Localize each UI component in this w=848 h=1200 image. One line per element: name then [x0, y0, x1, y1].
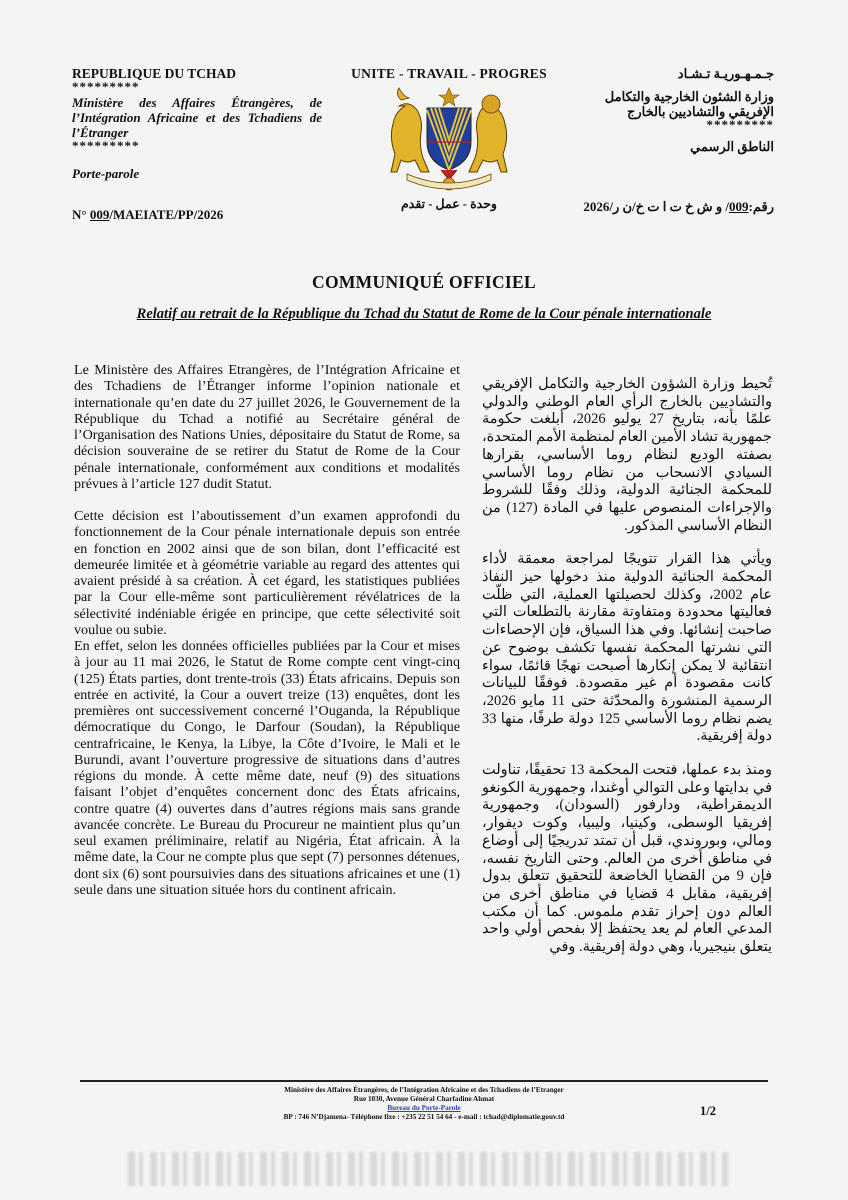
- header-stars: *********: [706, 117, 774, 132]
- body-paragraph-fr: En effet, selon les données officielles publiées par la Cour et mises à jour au 11 mai 2026, le Statut de Rome compte cent vingt-cinq (125) États parties, dont trente-trois (33) États africains. Depuis son entrée en activité, la Cour a ouvert treize (13) enquêtes, dont les premières ont successivement concerné l’Ouganda, la République démocratique du Congo, le Darfour (Soudan), la République centrafricaine, le Kenya, la Libye, la Côte d’Ivoire, le Mali et le Burundi, avant l’ouverture progressive de situations dans d’autres régions du monde. À cette même date, neuf (9) des situations faisant l’objet d’enquêtes concernent donc des États africains, contre quatre (4) ouvertes dans d’autres régions mais sans grande avancée concrète. Le Bureau du Procureur ne maintient plus qu’un seul examen préliminaire, relatif au Nigéria, État africain. À la même date, la Cour ne compte plus que sept (7) personnes détenues, dont six (6) sont poursuivies dans des situations africaines et une (1) seule dans une situation située hors du continent africain.: [74, 638, 460, 898]
- page-number: 1/2: [700, 1104, 716, 1118]
- reference-number-ar: رقم:009/ و ش خ ت ا ت خ/ن ر/2026: [583, 199, 774, 214]
- header-stars: *********: [72, 79, 140, 94]
- header-left-block: [72, 66, 322, 181]
- spokesperson-label-ar: الناطق الرسمي: [690, 139, 774, 154]
- footer-divider: [80, 1080, 768, 1082]
- republic-name-fr: REPUBLIQUE DU TCHAD: [72, 66, 237, 81]
- body-paragraph-ar: تُحيط وزارة الشؤون الخارجية والتكامل الإفريقي والتشاديين بالخارج الرأي العام الوطني والدولي علمًا بأنه، بتاريخ 27 يوليو 2026، أبلغت حكومة جمهورية تشاد الأمين العام لمنظمة الأمم المتحدة، بصفته الوديع لنظام روما الأساسي، بقرارها السيادي الانسحاب من نظام روما الأساسي للمحكمة الجنائية الدولية، وذلك وفقًا للشروط والإجراءات المنصوص عليها في المادة (127) من النظام الأساسي المذكور.: [482, 376, 773, 534]
- ministry-name-ar: وزارة الشئون الخارجية والتكامل الإفريقي والتشاديين بالخارج: [604, 89, 774, 119]
- scan-bleed-through: [128, 1152, 728, 1186]
- body-paragraph-ar: ويأتي هذا القرار تتويجًا لمراجعة معمقة لأداء المحكمة الجنائية الدولية منذ دخولها حيز النفاذ عام 2002، وكذلك لحصيلتها العملية، التي ظلّت فعاليتها محدودة ومتفاوتة مقارنة بالتطلعات التي صاحبت إنشائها. وفي هذا السياق، فإن الإحصاءات التي نشرتها المحكمة نفسها تكشف بوضوح عن انتقائية لا يمكن إنكارها أصبحت نهجًا قائمًا، سواء كانت مقصودة أم غير مقصودة. فوفقًا للبيانات الرسمية المنشورة والمحدّثة حتى 11 مايو 2026، يضم نظام روما الأساسي 125 دولة طرفًا، منها 33 دولة إفريقية.: [482, 551, 772, 745]
- footer-address-block: [160, 1086, 688, 1122]
- body-paragraph-ar: ومنذ بدء عملها، فتحت المحكمة 13 تحقيقًا، تناولت في بدايتها وعلى التوالي أوغندا، وجمهورية الكونغو الديمقراطية، ودارفور (السودان)، وجمهورية إفريقيا الوسطى، وكينيا، وليبيا، وكوت ديفوار، ومالي، وبوروندي، قبل أن تمتد تدريجيًا إلى أوضاع في مناطق أخرى من العالم. وحتى التاريخ نفسه، فإن 9 من القضايا الخاضعة للتحقيق تتعلق بدول إفريقية، مقابل 4 قضايا في مناطق أخرى من العالم دون إحراز تقدم ملموس. كما أن مكتب المدعي العام لم يعد يحتفظ إلا بفحص أولي واحد يتعلق بنيجيريا، وهي دولة إفريقية. وفي: [482, 762, 773, 956]
- national-motto-ar: وحدة - عمل - تقدم: [401, 197, 497, 211]
- reference-number-fr: N° 009/MAEIATE/PP/2026: [72, 207, 224, 222]
- header-center-block: [336, 66, 562, 212]
- document-title: COMMUNIQUÉ OFFICIEL: [312, 272, 536, 292]
- body-french-column: [74, 362, 460, 898]
- ministry-name-fr: Ministère des Affaires Étrangères, de l’Intégration Africaine et des Tchadiens de l’Étranger: [72, 95, 322, 140]
- footer-street: Rue 1030, Avenue Général Charfadine Ahmat: [353, 1095, 495, 1103]
- header-stars: *********: [72, 138, 140, 153]
- footer-office-link[interactable]: Bureau du Porte-Parole: [387, 1104, 461, 1112]
- footer-contact: BP : 746 N’Djamena- Téléphone fixe : +235 22 51 54 64 - e-mail : tchad@diplomatie.gouv.td: [283, 1113, 565, 1121]
- document-subtitle: Relatif au retrait de la République du Tchad du Statut de Rome de la Cour pénale internationale: [136, 306, 712, 322]
- spokesperson-label-fr: Porte-parole: [72, 166, 140, 181]
- body-arabic-column: [482, 376, 772, 957]
- body-paragraph-fr: Cette décision est l’aboutissement d’un examen approfondi du fonctionnement de la Cour pénale internationale depuis son entrée en fonction en 2002 ainsi que de son bilan, dont l’efficacité est demeurée limitée et à géométrie variable au regard des attentes qui avaient présidé à sa création. À cet égard, les statistiques publiées par la Cour elle-même sont particulièrement révélatrices de la sélectivité indéniable érigée en principe, que cette sélectivité soit voulue ou subie.: [74, 508, 460, 638]
- body-paragraph-fr: Le Ministère des Affaires Etrangères, de l’Intégration Africaine et des Tchadiens de l’Étranger informe l’opinion nationale et internationale qu’en date du 27 juillet 2026, le Gouvernement de la République du Tchad a notifié au Secrétaire général de l’Organisation des Nations Unies, dépositaire du Statut de Rome, sa décision souveraine de se retirer du Statut de Rome de la Cour pénale internationale, conformément aux conditions et modalités prévues à l’article 127 dudit Statut.: [74, 362, 460, 492]
- republic-name-ar: جـمـهـوريـة تـشـاد: [677, 66, 774, 81]
- header-right-block: [560, 66, 774, 154]
- coat-of-arms-icon: [387, 86, 511, 194]
- footer-ministry: Ministère des Affaires Étrangères, de l’Intégration Africaine et des Tchadiens de l’Etranger: [284, 1086, 564, 1094]
- national-motto-fr: UNITE - TRAVAIL - PROGRES: [351, 66, 547, 81]
